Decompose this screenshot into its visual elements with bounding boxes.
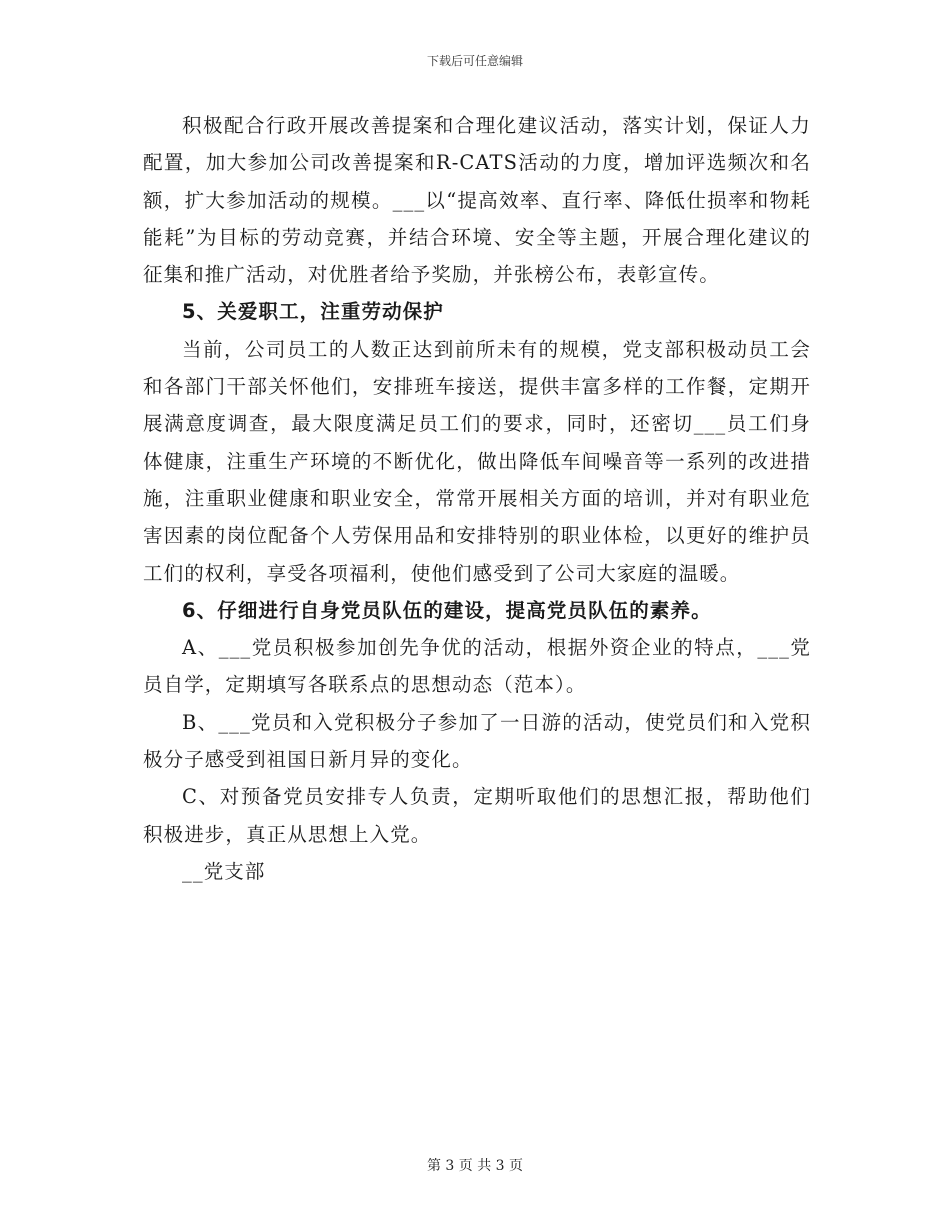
section-heading-6: 6、仔细进行自身党员队伍的建设，提高党员队伍的素养。 — [182, 598, 712, 622]
section-heading-5: 5、关爱职工，注重劳动保护 — [182, 300, 444, 324]
paragraph-employee-care: 当前，公司员工的人数正达到前所未有的规模，党支部积极动员工会和各部门干部关怀他们，安排班车接送，提供丰富多样的工作餐，定期开展满意度调查，最大限度满足员工们的要求，同时，还密切___员工们身体健康，注重生产环境的不断优化，做出降低车间噪音等一系列的改进措施，注重职业健康和职业安全，常常开展相关方面的培训，并对有职业危害因素的岗位配备个人劳保用品和安排特别的职业体检，以更好的维护员工们的权利，享受各项福利，使他们感受到了公司大家庭的温暖。 — [143, 337, 811, 585]
list-item-c: C、对预备党员安排专人负责，定期听取他们的思想汇报，帮助他们积极进步，真正从思想上入党。 — [143, 785, 811, 846]
document-body — [143, 107, 811, 890]
page-number-footer: 第 3 页 共 3 页 — [426, 1158, 524, 1174]
list-item-a: A、___党员积极参加创先争优的活动，根据外资企业的特点，___党员自学，定期填写各联系点的思想动态（范本）。 — [143, 636, 811, 697]
signature: __党支部 — [182, 859, 266, 883]
page-header: 下载后可任意编辑 — [426, 54, 523, 68]
paragraph-improvement-proposals: 积极配合行政开展改善提案和合理化建议活动，落实计划，保证人力配置，加大参加公司改善提案和R-CATS活动的力度，增加评选频次和名额，扩大参加活动的规模。___以“提高效率、直行率、降低仕损率和物耗能耗”为目标的劳动竞赛，并结合环境、安全等主题，开展合理化建议的征集和推广活动，对优胜者给予奖励，并张榜公布，表彰宣传。 — [143, 114, 811, 287]
list-item-b: B、___党员和入党积极分子参加了一日游的活动，使党员们和入党积极分子感受到祖国日新月异的变化。 — [143, 710, 811, 772]
